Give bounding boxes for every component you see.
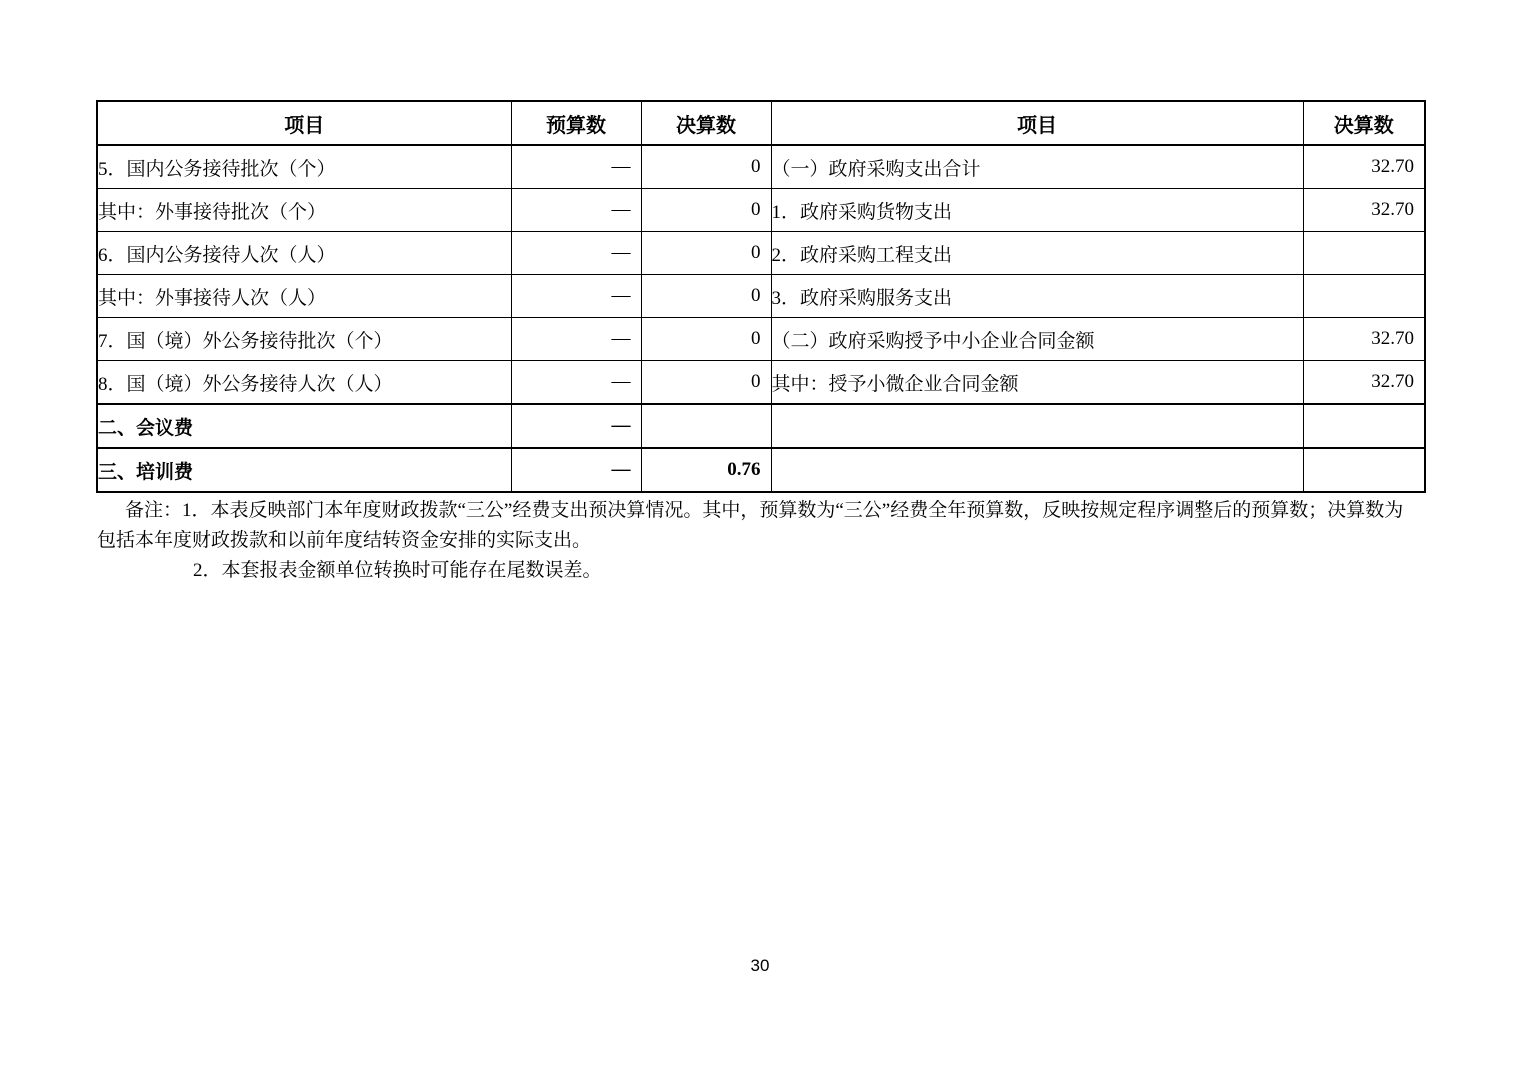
final-value-left <box>641 404 771 448</box>
budget-value: — <box>511 232 641 275</box>
budget-value: — <box>511 404 641 448</box>
header-item-right: 项目 <box>771 101 1303 145</box>
budget-value: — <box>511 275 641 318</box>
final-value-left: 0 <box>641 232 771 275</box>
budget-value: — <box>511 361 641 405</box>
final-value-right <box>1303 404 1425 448</box>
page-number: 30 <box>750 956 770 975</box>
note-line-3: 2．本套报表金额单位转换时可能存在尾数误差。 <box>193 560 602 581</box>
final-value-left: 0 <box>641 145 771 189</box>
table-row <box>97 189 1425 232</box>
item-label-left: 5．国内公务接待批次（个） <box>97 145 511 189</box>
final-value-right <box>1303 275 1425 318</box>
header-budget: 预算数 <box>511 101 641 145</box>
item-label-left: 其中：外事接待人次（人） <box>97 275 511 318</box>
final-value-right: 32.70 <box>1303 189 1425 232</box>
table-row <box>97 361 1425 405</box>
item-label-right: 1．政府采购货物支出 <box>771 189 1303 232</box>
item-label-left: 二、会议费 <box>97 404 511 448</box>
table-row <box>97 232 1425 275</box>
header-item-left: 项目 <box>97 101 511 145</box>
item-label-right <box>771 448 1303 492</box>
budget-value: — <box>511 189 641 232</box>
three-public-expense-table <box>96 100 1426 493</box>
header-final-right: 决算数 <box>1303 101 1425 145</box>
item-label-right: 其中：授予小微企业合同金额 <box>771 361 1303 405</box>
note-line-1: 备注：1．本表反映部门本年度财政拨款“三公”经费支出预决算情况。其中，预算数为“三公”经费全年预算数，反映按规定程序调整后的预算数；决算数为 <box>125 500 1404 521</box>
item-label-right: 2．政府采购工程支出 <box>771 232 1303 275</box>
table-row <box>97 404 1425 448</box>
final-value-right: 32.70 <box>1303 361 1425 405</box>
final-value-left: 0.76 <box>641 448 771 492</box>
budget-value: — <box>511 318 641 361</box>
item-label-left: 8．国（境）外公务接待人次（人） <box>97 361 511 405</box>
item-label-right: （二）政府采购授予中小企业合同金额 <box>771 318 1303 361</box>
final-value-right: 32.70 <box>1303 145 1425 189</box>
budget-value: — <box>511 448 641 492</box>
item-label-left: 其中：外事接待批次（个） <box>97 189 511 232</box>
header-final-left: 决算数 <box>641 101 771 145</box>
note-line-2: 包括本年度财政拨款和以前年度结转资金安排的实际支出。 <box>97 530 592 551</box>
final-value-left: 0 <box>641 361 771 405</box>
item-label-left: 三、培训费 <box>97 448 511 492</box>
final-value-left: 0 <box>641 275 771 318</box>
final-value-right: 32.70 <box>1303 318 1425 361</box>
item-label-left: 6．国内公务接待人次（人） <box>97 232 511 275</box>
table-row <box>97 145 1425 189</box>
table-row <box>97 448 1425 492</box>
final-value-left: 0 <box>641 189 771 232</box>
item-label-right: 3．政府采购服务支出 <box>771 275 1303 318</box>
final-value-right <box>1303 448 1425 492</box>
item-label-left: 7．国（境）外公务接待批次（个） <box>97 318 511 361</box>
item-label-right: （一）政府采购支出合计 <box>771 145 1303 189</box>
notes <box>97 496 1429 586</box>
table-header-row <box>97 101 1425 145</box>
item-label-right <box>771 404 1303 448</box>
budget-value: — <box>511 145 641 189</box>
final-value-right <box>1303 232 1425 275</box>
final-value-left: 0 <box>641 318 771 361</box>
table-row <box>97 318 1425 361</box>
table-row <box>97 275 1425 318</box>
